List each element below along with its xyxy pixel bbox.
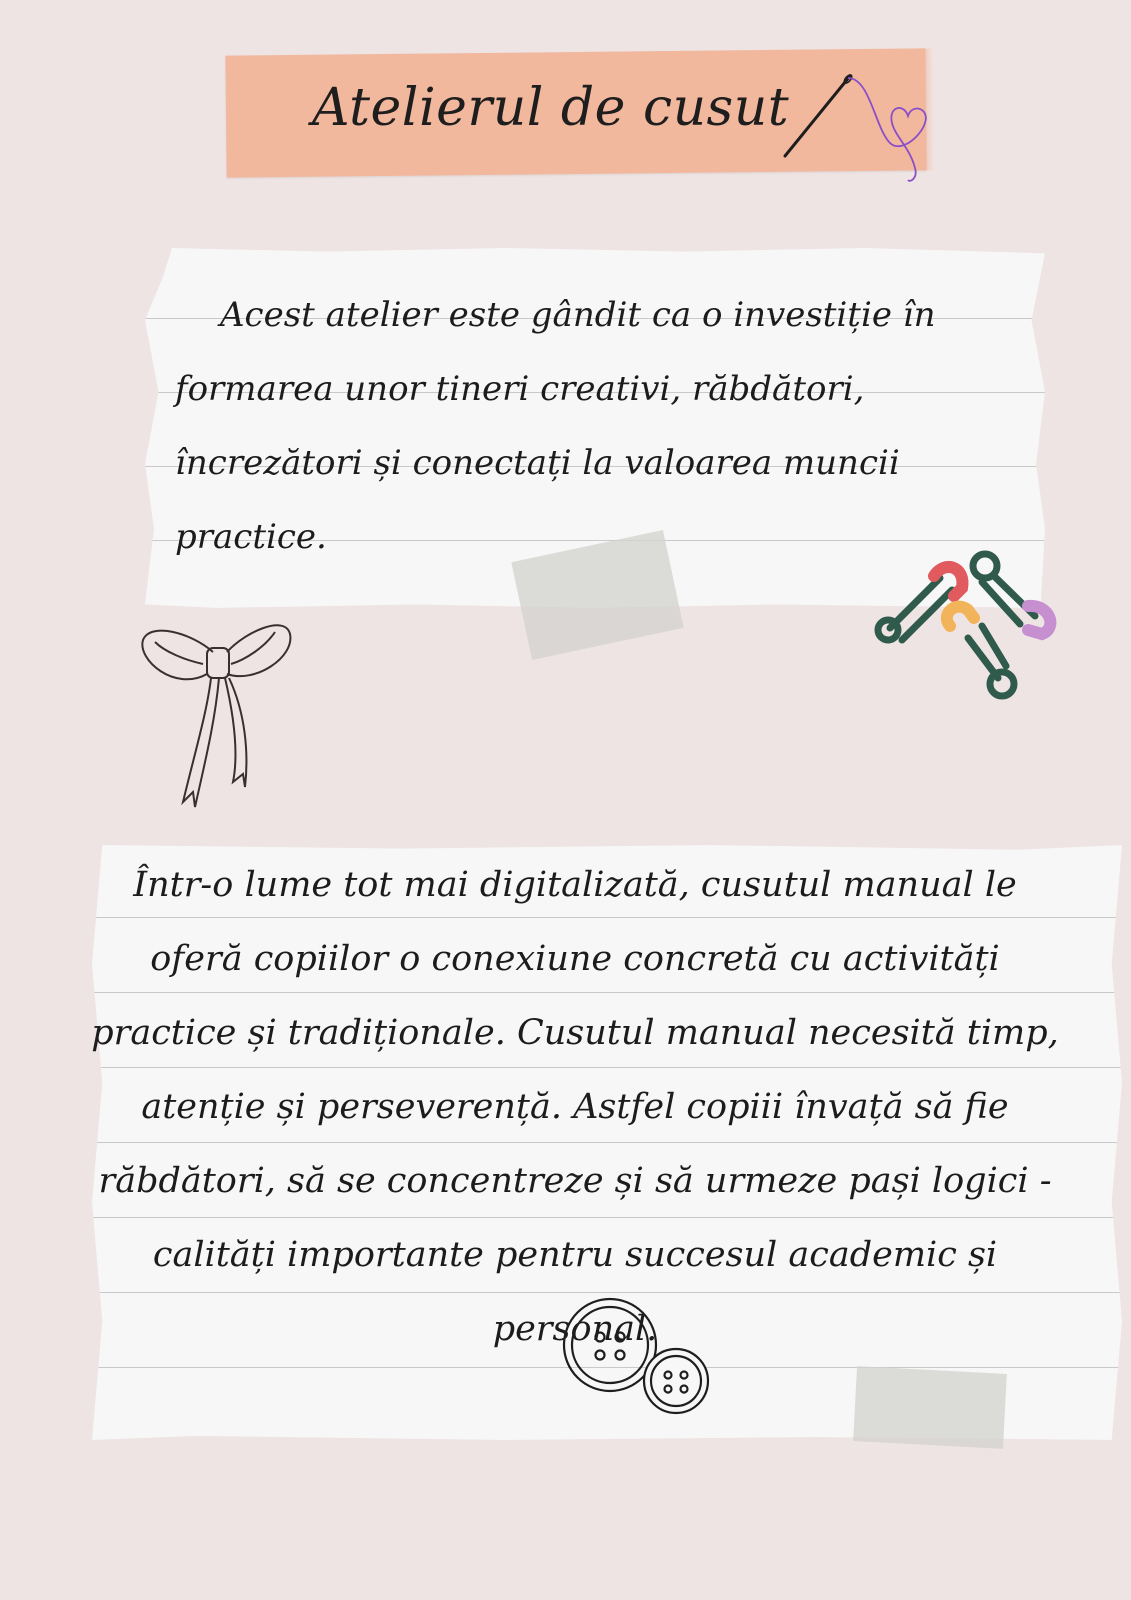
- page-title: Atelierul de cusut: [312, 78, 790, 138]
- buttons-icon: [560, 1295, 720, 1425]
- main-paragraph: Într-o lume tot mai digitalizată, cusutul manual le oferă copiilor o conexiune concretă cu activități practice și tradiționale. Cusutul manual necesită timp, atenție și perseverență. Astfel copiii învață să fie răbdători, să se concentreze și să urmeze pași logici - calități importante pentru succesul academic și personal.: [91, 865, 1059, 1349]
- intro-paragraph: Acest atelier este gândit ca o investiție în formarea unor tineri creativi, răbdători, încrezători și conectați la valoarea muncii practice.: [175, 295, 936, 557]
- tape-strip: [853, 1366, 1007, 1449]
- safety-pins-icon: [870, 548, 1070, 718]
- needle-thread-icon: [780, 68, 950, 188]
- bow-icon: [135, 612, 295, 822]
